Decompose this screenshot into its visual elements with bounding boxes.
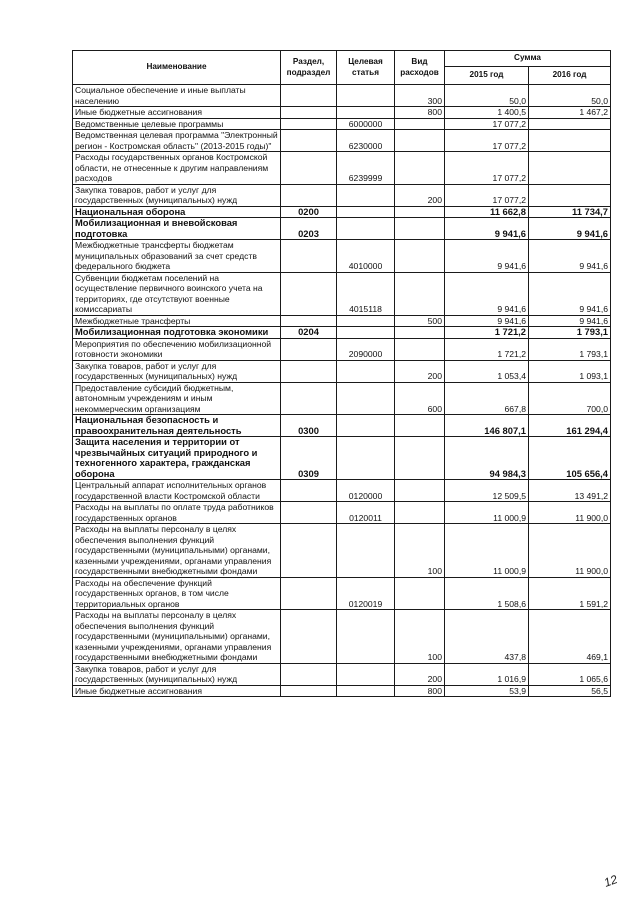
row-sum-2016: 11 900,0: [529, 502, 611, 524]
row-section: [281, 184, 337, 206]
table-row: [73, 327, 611, 339]
table-row: [73, 437, 611, 480]
row-kind: [395, 437, 445, 480]
row-sum-2016: 9 941,6: [529, 315, 611, 327]
row-target: [337, 360, 395, 382]
table-row: [73, 524, 611, 578]
row-name: Предоставление субсидий бюджетным, автономным учреждениям и иным некоммерческим организациям: [73, 382, 281, 415]
row-kind: [395, 272, 445, 315]
row-target: 2090000: [337, 338, 395, 360]
row-kind: [395, 338, 445, 360]
row-sum-2015: 17 077,2: [445, 152, 529, 185]
row-target: [337, 437, 395, 480]
row-sum-2015: 17 077,2: [445, 130, 529, 152]
row-section: [281, 360, 337, 382]
row-sum-2016: 56,5: [529, 685, 611, 697]
row-name: Национальная оборона: [73, 206, 281, 218]
row-kind: [395, 480, 445, 502]
row-name: Мобилизационная подготовка экономики: [73, 327, 281, 339]
row-name: Закупка товаров, работ и услуг для государственных (муниципальных) нужд: [73, 360, 281, 382]
table-row: [73, 206, 611, 218]
row-name: Национальная безопасность и правоохранительная деятельность: [73, 415, 281, 437]
row-name: Расходы на выплаты персоналу в целях обеспечения выполнения функций государственными (муниципальными) органами, казенными учреждениями, органами управления государственными внебюджетными фондами: [73, 524, 281, 578]
row-sum-2016: 1 793,1: [529, 327, 611, 339]
row-sum-2015: 1 053,4: [445, 360, 529, 382]
table-row: [73, 118, 611, 130]
row-kind: [395, 218, 445, 240]
row-sum-2015: 53,9: [445, 685, 529, 697]
row-kind: 800: [395, 107, 445, 119]
row-kind: [395, 502, 445, 524]
row-target: [337, 107, 395, 119]
row-kind: 200: [395, 663, 445, 685]
row-section: [281, 685, 337, 697]
table-row: [73, 107, 611, 119]
header-year-2015: 2015 год: [445, 67, 529, 85]
row-sum-2016: 1 793,1: [529, 338, 611, 360]
table-row: [73, 130, 611, 152]
row-section: [281, 480, 337, 502]
row-kind: [395, 118, 445, 130]
row-name: Расходы государственных органов Костромской области, не отнесенные к другим направлениям расходов: [73, 152, 281, 185]
table-row: [73, 152, 611, 185]
row-name: Субвенции бюджетам поселений на осуществление первичного воинского учета на территориях, где отсутствуют военные комиссариаты: [73, 272, 281, 315]
row-target: [337, 206, 395, 218]
row-kind: [395, 152, 445, 185]
row-sum-2015: 94 984,3: [445, 437, 529, 480]
row-sum-2016: 1 591,2: [529, 577, 611, 610]
row-section: [281, 240, 337, 273]
row-sum-2015: 11 000,9: [445, 524, 529, 578]
page-number: 12: [602, 872, 620, 890]
row-sum-2015: 17 077,2: [445, 184, 529, 206]
row-name: Закупка товаров, работ и услуг для государственных (муниципальных) нужд: [73, 184, 281, 206]
row-target: [337, 685, 395, 697]
row-sum-2015: 9 941,6: [445, 218, 529, 240]
budget-table: [72, 50, 611, 697]
row-sum-2015: 667,8: [445, 382, 529, 415]
row-sum-2016: 1 467,2: [529, 107, 611, 119]
row-sum-2016: 50,0: [529, 85, 611, 107]
row-name: Мероприятия по обеспечению мобилизационной готовности экономики: [73, 338, 281, 360]
row-sum-2015: 1 721,2: [445, 338, 529, 360]
row-target: [337, 218, 395, 240]
row-name: Ведомственная целевая программа "Электронный регион - Костромская область" (2013-2015 годы)": [73, 130, 281, 152]
row-sum-2016: 469,1: [529, 610, 611, 664]
row-target: 0120011: [337, 502, 395, 524]
table-row: [73, 218, 611, 240]
row-sum-2016: 11 734,7: [529, 206, 611, 218]
row-section: [281, 152, 337, 185]
row-section: [281, 524, 337, 578]
row-kind: 100: [395, 610, 445, 664]
row-sum-2016: 9 941,6: [529, 240, 611, 273]
row-name: Иные бюджетные ассигнования: [73, 685, 281, 697]
table-row: [73, 85, 611, 107]
row-section: 0203: [281, 218, 337, 240]
row-kind: [395, 130, 445, 152]
row-target: [337, 382, 395, 415]
row-target: [337, 524, 395, 578]
row-sum-2016: [529, 152, 611, 185]
header-year-2016: 2016 год: [529, 67, 611, 85]
row-name: Межбюджетные трансферты бюджетам муниципальных образований за счет средств федерального бюджета: [73, 240, 281, 273]
row-name: Закупка товаров, работ и услуг для государственных (муниципальных) нужд: [73, 663, 281, 685]
row-sum-2016: 700,0: [529, 382, 611, 415]
row-sum-2015: 437,8: [445, 610, 529, 664]
table-row: [73, 610, 611, 664]
row-sum-2015: 11 000,9: [445, 502, 529, 524]
row-kind: [395, 327, 445, 339]
row-sum-2015: 146 807,1: [445, 415, 529, 437]
row-target: [337, 610, 395, 664]
row-name: Социальное обеспечение и иные выплаты населению: [73, 85, 281, 107]
row-sum-2016: [529, 130, 611, 152]
header-name: Наименование: [73, 51, 281, 85]
row-target: [337, 663, 395, 685]
table-row: [73, 338, 611, 360]
table-row: [73, 577, 611, 610]
row-sum-2015: 9 941,6: [445, 272, 529, 315]
row-name: Мобилизационная и вневойсковая подготовка: [73, 218, 281, 240]
row-section: [281, 502, 337, 524]
row-section: [281, 272, 337, 315]
row-sum-2015: 1 016,9: [445, 663, 529, 685]
row-section: [281, 338, 337, 360]
row-sum-2015: 1 400,5: [445, 107, 529, 119]
row-name: Расходы на выплаты персоналу в целях обеспечения выполнения функций государственными (муниципальными) органами, казенными учреждениями, органами управления государственными внебюджетными фондами: [73, 610, 281, 664]
row-target: [337, 315, 395, 327]
row-name: Расходы на выплаты по оплате труда работников государственных органов: [73, 502, 281, 524]
row-target: [337, 184, 395, 206]
row-target: [337, 327, 395, 339]
row-section: [281, 663, 337, 685]
row-kind: 800: [395, 685, 445, 697]
row-kind: [395, 206, 445, 218]
row-section: [281, 107, 337, 119]
row-section: [281, 118, 337, 130]
row-section: [281, 577, 337, 610]
row-target: 6230000: [337, 130, 395, 152]
row-section: 0300: [281, 415, 337, 437]
row-kind: 600: [395, 382, 445, 415]
row-sum-2015: 1 721,2: [445, 327, 529, 339]
row-kind: 200: [395, 184, 445, 206]
table-row: [73, 663, 611, 685]
header-sum: Сумма: [445, 51, 611, 67]
row-name: Межбюджетные трансферты: [73, 315, 281, 327]
header-kind: Вид расходов: [395, 51, 445, 85]
row-sum-2016: 105 656,4: [529, 437, 611, 480]
row-sum-2016: 9 941,6: [529, 272, 611, 315]
row-kind: 100: [395, 524, 445, 578]
table-row: [73, 360, 611, 382]
row-target: 0120019: [337, 577, 395, 610]
row-target: 4010000: [337, 240, 395, 273]
row-section: 0204: [281, 327, 337, 339]
row-kind: [395, 415, 445, 437]
row-name: Расходы на обеспечение функций государственных органов, в том числе территориальных органов: [73, 577, 281, 610]
row-target: 4015118: [337, 272, 395, 315]
row-target: 0120000: [337, 480, 395, 502]
row-sum-2015: 9 941,6: [445, 315, 529, 327]
row-section: 0200: [281, 206, 337, 218]
table-row: [73, 415, 611, 437]
row-kind: 500: [395, 315, 445, 327]
header-target: Целевая статья: [337, 51, 395, 85]
header-section: Раздел, подраздел: [281, 51, 337, 85]
row-target: [337, 415, 395, 437]
row-section: [281, 610, 337, 664]
row-name: Центральный аппарат исполнительных органов государственной власти Костромской области: [73, 480, 281, 502]
row-sum-2016: 1 065,6: [529, 663, 611, 685]
row-sum-2016: 11 900,0: [529, 524, 611, 578]
row-name: Защита населения и территории от чрезвычайных ситуаций природного и техногенного характера, гражданская оборона: [73, 437, 281, 480]
row-sum-2016: 1 093,1: [529, 360, 611, 382]
table-row: [73, 502, 611, 524]
row-kind: 200: [395, 360, 445, 382]
row-kind: [395, 240, 445, 273]
row-target: 6239999: [337, 152, 395, 185]
table-row: [73, 480, 611, 502]
row-sum-2016: 13 491,2: [529, 480, 611, 502]
table-row: [73, 184, 611, 206]
row-section: [281, 85, 337, 107]
row-name: Иные бюджетные ассигнования: [73, 107, 281, 119]
table-row: [73, 315, 611, 327]
row-section: 0309: [281, 437, 337, 480]
row-sum-2016: [529, 184, 611, 206]
row-kind: [395, 577, 445, 610]
row-section: [281, 130, 337, 152]
row-sum-2016: [529, 118, 611, 130]
table-row: [73, 685, 611, 697]
row-sum-2015: 11 662,8: [445, 206, 529, 218]
row-target: 6000000: [337, 118, 395, 130]
row-sum-2015: 1 508,6: [445, 577, 529, 610]
row-sum-2016: 161 294,4: [529, 415, 611, 437]
row-sum-2015: 17 077,2: [445, 118, 529, 130]
row-section: [281, 382, 337, 415]
row-sum-2016: 9 941,6: [529, 218, 611, 240]
table-row: [73, 382, 611, 415]
row-name: Ведомственные целевые программы: [73, 118, 281, 130]
table-row: [73, 272, 611, 315]
row-sum-2015: 50,0: [445, 85, 529, 107]
row-target: [337, 85, 395, 107]
row-sum-2015: 9 941,6: [445, 240, 529, 273]
row-kind: 300: [395, 85, 445, 107]
row-sum-2015: 12 509,5: [445, 480, 529, 502]
row-section: [281, 315, 337, 327]
table-row: [73, 240, 611, 273]
